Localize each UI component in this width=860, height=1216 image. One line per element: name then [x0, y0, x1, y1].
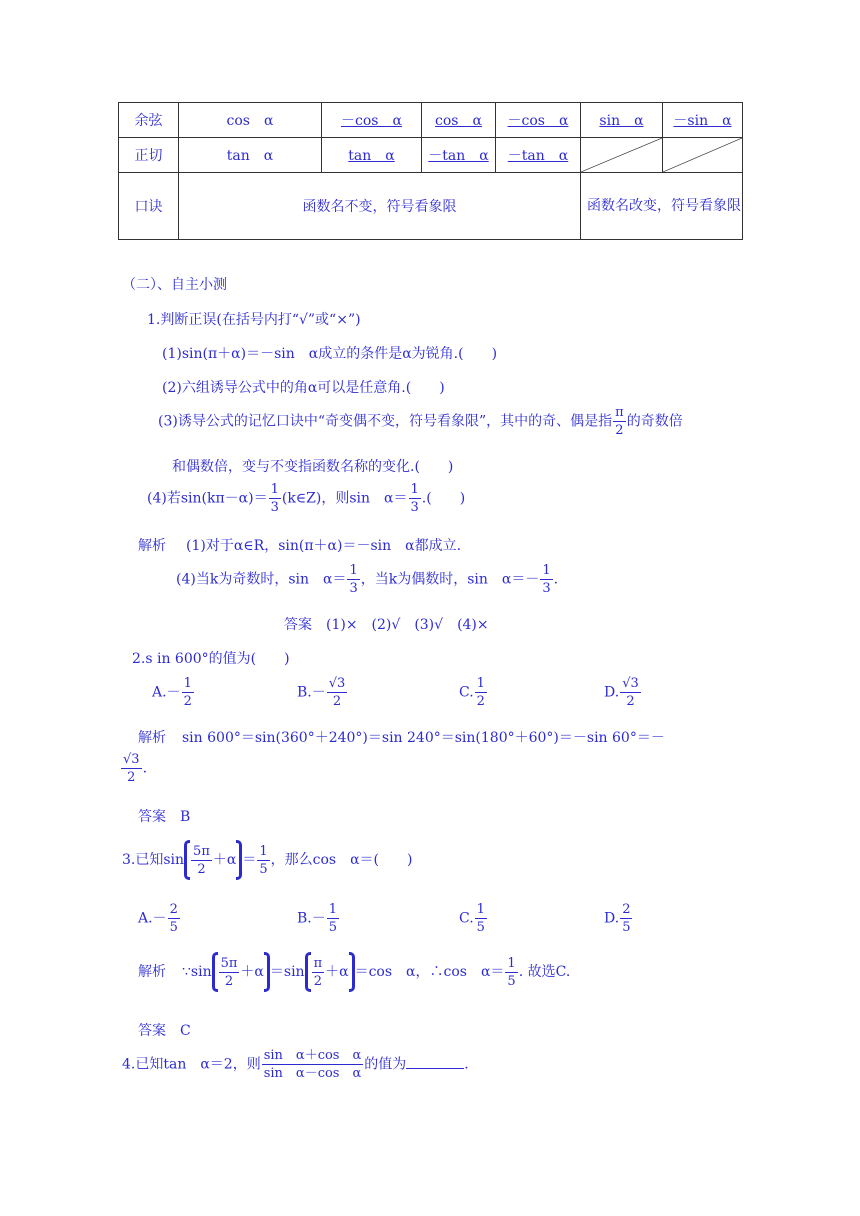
fraction: $\frac{1}{3}$	[542, 563, 551, 596]
cell: －cos α	[496, 103, 581, 138]
solution-label: 解析	[138, 964, 166, 980]
q1-item-3	[158, 405, 683, 438]
q1-item-3-text-b: 的奇数倍	[626, 413, 683, 430]
q4-stem: 4.已知tan α＝2，则 $\frac{\text{sin α＋cos α}}{\text{sin α－cos α}}$ 的值为 .	[122, 1048, 469, 1081]
answer-blank	[406, 1068, 464, 1069]
q2-solution-cont: $\frac{√3}{2}$ .	[123, 752, 148, 785]
cell: －tan α	[496, 138, 581, 173]
table-row-cosine	[119, 103, 743, 138]
mnemonic-changed: 函数名改变，符号看象限	[581, 173, 743, 240]
solution-label: 解析	[138, 730, 166, 746]
cell: －sin α	[663, 103, 743, 138]
empty-slash-cell	[581, 138, 663, 173]
cell: cos α	[179, 103, 322, 138]
q1-item-2: (2)六组诱导公式中的角α可以是任意角.( )	[162, 380, 445, 396]
induction-formula-table	[118, 102, 743, 240]
q1-item-1: (1)sin(π＋α)＝－sin α成立的条件是α为锐角.( )	[162, 346, 498, 362]
cell: cos α	[422, 103, 496, 138]
mnemonic-unchanged: 函数名不变，符号看象限	[179, 173, 581, 240]
q3-option-b: B.－ $\frac{1}{5}$	[297, 902, 338, 935]
q1-item-4: (4)若sin(kπ－α)＝ $\frac{1}{3}$ (k∈Z)，则sin α＝ $\frac{1}{3}$ .( )	[147, 482, 466, 515]
row-label: 余弦	[119, 103, 179, 138]
q1-item-3-text-a: (3)诱导公式的记忆口诀中“奇变偶不变，符号看象限”，其中的奇、偶是指	[158, 413, 613, 430]
table-row-tangent	[119, 138, 743, 173]
q2-solution: 解析 sin 600°＝sin(360°＋240°)＝sin 240°＝sin(180°＋60°)＝－sin 60°＝－	[138, 730, 665, 746]
fraction: $\frac{1}{3}$	[410, 482, 419, 515]
row-label: 口诀	[119, 173, 179, 240]
q3-option-a: A.－ $\frac{2}{5}$	[138, 902, 178, 935]
q3-solution: 解析 ∵sin $\frac{5\pi}{2}$ ＋α ＝sin $\frac{\pi}{2}$ ＋α ＝cos α，∴cos α＝ $\frac{1}{5}$ . 故选C.	[138, 952, 570, 992]
q3-option-c: C. $\frac{1}{5}$	[459, 902, 485, 935]
q2-stem: 2.s in 600°的值为( )	[132, 651, 290, 667]
q2-option-a: A.－ $\frac{1}{2}$	[152, 676, 192, 709]
q2-answer: 答案 B	[138, 809, 191, 825]
cell: tan α	[322, 138, 422, 173]
q3-stem: 3.已知sin $\frac{5\pi}{2}$ ＋α ＝ $\frac{1}{5}$ ，那么cos α＝( )	[122, 840, 412, 880]
q3-option-d: D. $\frac{2}{5}$	[604, 902, 631, 935]
q2-option-c: C. $\frac{1}{2}$	[459, 676, 485, 709]
q1-answer: 答案 (1)× (2)√ (3)√ (4)×	[284, 617, 489, 633]
empty-slash-cell	[663, 138, 743, 173]
q1-item-3-cont: 和偶数倍，变与不变指函数名称的变化.( )	[172, 459, 454, 475]
q1-stem: 1.判断正误(在括号内打“√”或“×”)	[147, 312, 361, 328]
q3-answer: 答案 C	[138, 1023, 191, 1039]
section-title: （二）、自主小测	[122, 277, 227, 293]
cell: －cos α	[322, 103, 422, 138]
cell: －tan α	[422, 138, 496, 173]
solution-label: 解析	[138, 538, 166, 554]
row-label: 正切	[119, 138, 179, 173]
q2-option-d: D. $\frac{√3}{2}$	[604, 676, 639, 709]
q1-solution-1: 解析 (1)对于α∈R，sin(π＋α)＝－sin α都成立.	[138, 538, 462, 554]
table-row-mnemonic	[119, 173, 743, 240]
q2-option-b: B.－ $\frac{√3}{2}$	[297, 676, 346, 709]
fraction: $\frac{1}{3}$	[270, 482, 279, 515]
q1-solution-4: (4)当k为奇数时，sin α＝ $\frac{1}{3}$ ，当k为偶数时，sin α＝－ $\frac{1}{3}$ .	[176, 563, 559, 596]
cell: sin α	[581, 103, 663, 138]
fraction: $\frac{\pi}{2}$	[615, 405, 624, 438]
fraction: $\frac{1}{3}$	[349, 563, 358, 596]
cell: tan α	[179, 138, 322, 173]
